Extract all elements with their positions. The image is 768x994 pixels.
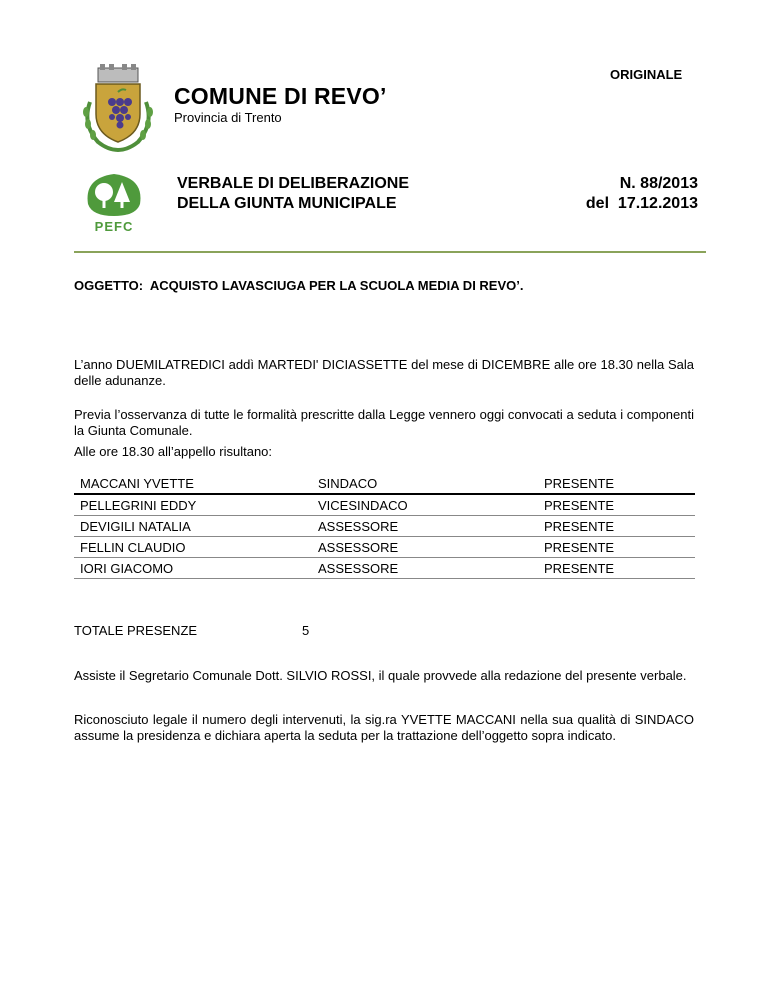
member-status: PRESENTE <box>538 516 695 537</box>
member-status: PRESENTE <box>538 494 695 516</box>
member-name: PELLEGRINI EDDY <box>74 494 312 516</box>
member-role: SINDACO <box>312 474 538 494</box>
member-status: PRESENTE <box>538 537 695 558</box>
coat-of-arms-logo <box>76 62 160 154</box>
province-subtitle: Provincia di Trento <box>174 110 282 125</box>
roll-call-paragraph: Alle ore 18.30 all’appello risultano: <box>74 444 273 459</box>
member-role: ASSESSORE <box>312 516 538 537</box>
member-role: ASSESSORE <box>312 558 538 579</box>
header-divider <box>74 251 706 253</box>
pefc-logo-text: PEFC <box>94 219 134 234</box>
meeting-date-paragraph: L’anno DUEMILATREDICI addì MARTEDI' DICIASSETTE del mese di DICEMBRE alle ore 18.30 nella Sala delle adunanze. <box>74 357 694 388</box>
table-row <box>74 558 695 579</box>
document-type <box>177 174 409 214</box>
municipality-title: COMUNE DI REVO’ <box>174 83 387 109</box>
subject-line: OGGETTO: ACQUISTO LAVASCIUGA PER LA SCUOLA MEDIA DI REVO’. <box>74 278 524 293</box>
formalities-paragraph: Previa l’osservanza di tutte le formalità prescritte dalla Legge vennero oggi convocati a seduta i componenti la Giunta Comunale. <box>74 407 694 438</box>
total-attendance-value: 5 <box>302 623 310 638</box>
member-status: PRESENTE <box>538 558 695 579</box>
member-role: ASSESSORE <box>312 537 538 558</box>
member-name: FELLIN CLAUDIO <box>74 537 312 558</box>
member-role: VICESINDACO <box>312 494 538 516</box>
table-row <box>74 537 695 558</box>
member-status: PRESENTE <box>538 474 695 494</box>
pefc-logo <box>78 168 150 234</box>
quorum-paragraph: Riconosciuto legale il numero degli intervenuti, la sig.ra YVETTE MACCANI nella sua qualità di SINDACO assume la presidenza e dichiara aperta la seduta per la trattazione dell’oggetto sopra indicato. <box>74 712 694 743</box>
table-row <box>74 474 695 494</box>
original-stamp: ORIGINALE <box>610 67 683 82</box>
document-number: N. 88/2013 <box>619 175 698 192</box>
document-date: del 17.12.2013 <box>585 195 698 212</box>
attendance-table <box>74 474 695 579</box>
secretary-paragraph: Assiste il Segretario Comunale Dott. SILVIO ROSSI, il quale provvede alla redazione del presente verbale. <box>74 668 687 683</box>
total-attendance-label: TOTALE PRESENZE <box>74 623 198 638</box>
document-type-line1: VERBALE DI DELIBERAZIONE <box>177 175 410 192</box>
document-type-line2: DELLA GIUNTA MUNICIPALE <box>177 195 397 212</box>
table-row <box>74 494 695 516</box>
document-number-block <box>586 174 698 214</box>
member-name: DEVIGILI NATALIA <box>74 516 312 537</box>
member-name: MACCANI YVETTE <box>74 474 312 494</box>
member-name: IORI GIACOMO <box>74 558 312 579</box>
table-row <box>74 516 695 537</box>
